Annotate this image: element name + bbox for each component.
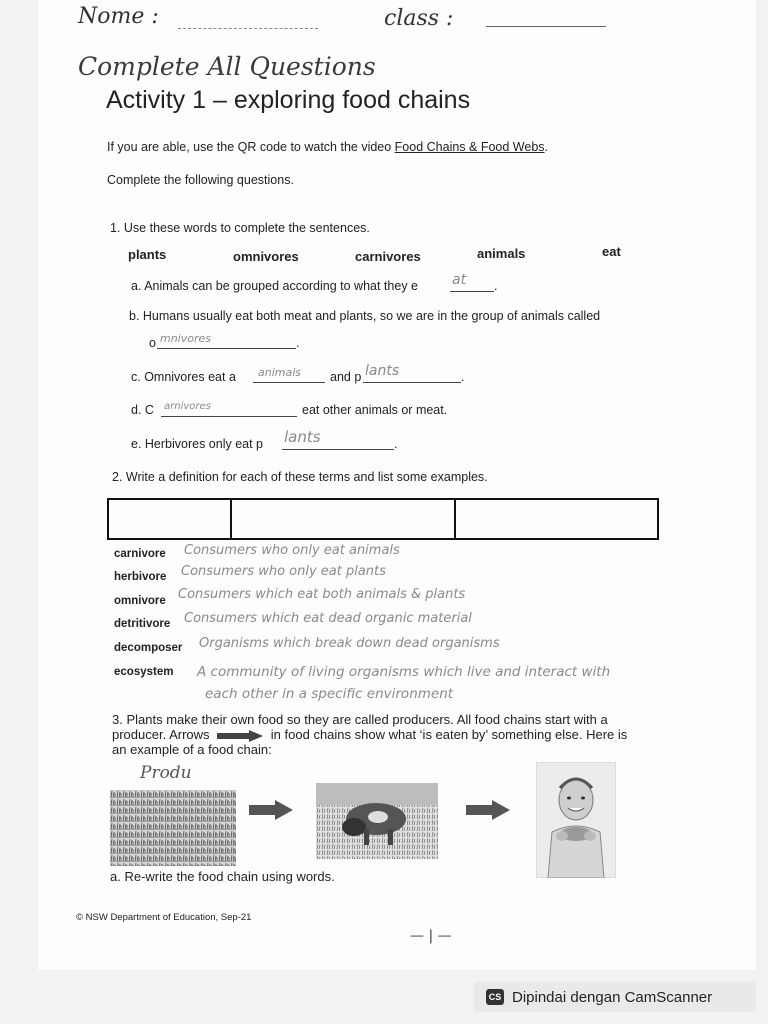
handwritten-producer-label: Produ	[140, 763, 192, 783]
intro-text: If you are able, use the QR code to watch the video	[107, 140, 395, 154]
q1c-answer-2: lants	[365, 363, 400, 379]
q1-prompt: 1. Use these words to complete the sentences.	[110, 221, 370, 235]
word-omnivores: omnivores	[233, 249, 299, 264]
def-ecosystem: A community of living organisms which live and interact with	[197, 664, 611, 680]
q3-line-2-post: in food chains show what ‘is eaten by’ something else. Here is	[270, 727, 628, 742]
q1b-answer: mnivores	[160, 332, 212, 345]
term-detritivore: detritivore	[114, 618, 171, 630]
camscanner-logo-icon: CS	[486, 989, 504, 1005]
q1b-prefix: o	[149, 336, 156, 350]
word-plants: plants	[128, 247, 167, 262]
copyright-footer: © NSW Department of Education, Sep-21	[76, 912, 252, 923]
word-animals: animals	[477, 246, 526, 261]
camscanner-text: Dipindai dengan CamScanner	[512, 988, 713, 1006]
q1a-blank	[450, 291, 494, 292]
class-blank	[486, 26, 606, 27]
q1d-answer: arnivores	[164, 401, 211, 412]
q3-line-2	[112, 727, 627, 742]
inline-arrow-icon	[217, 730, 263, 742]
q3-line-1: 3. Plants make their own food so they are called producers. All food chains start with a	[112, 712, 608, 727]
person-eating-photo	[536, 762, 616, 878]
def-herbivore: Consumers who only eat plants	[181, 564, 386, 579]
term-decomposer: decomposer	[114, 642, 183, 654]
q1c-text-2: and p	[330, 370, 362, 384]
term-carnivore: carnivore	[114, 548, 166, 560]
q1b-blank	[157, 348, 296, 349]
q1c-text-1: c. Omnivores eat a	[131, 370, 236, 384]
q1b-end: .	[296, 336, 300, 350]
page-number: — | —	[410, 928, 452, 944]
q1e-end: .	[394, 437, 398, 451]
term-ecosystem: ecosystem	[114, 666, 174, 678]
right-arrow-icon	[249, 800, 293, 825]
q2-prompt: 2. Write a definition for each of these terms and list some examples.	[112, 470, 488, 484]
word-eat: eat	[602, 244, 621, 259]
name-label: Nome :	[78, 4, 159, 29]
right-arrow-icon	[466, 800, 510, 825]
intro-period: .	[544, 140, 549, 154]
page-title: Activity 1 – exploring food chains	[106, 86, 471, 114]
q1d-blank	[161, 416, 297, 417]
q1e-text: e. Herbivores only eat p	[131, 437, 264, 451]
intro-line-1	[107, 140, 548, 154]
q3-line-2-pre: producer. Arrows	[112, 727, 210, 742]
handwritten-instruction: Complete All Questions	[78, 52, 376, 81]
q2-table-cell	[109, 500, 232, 538]
name-blank	[178, 28, 318, 29]
q2-answer-table	[107, 498, 659, 540]
class-label: class :	[384, 6, 454, 31]
intro-line-2: Complete the following questions.	[107, 173, 294, 187]
grass-photo	[110, 790, 236, 866]
q1d-text-2: eat other animals or meat.	[302, 403, 448, 417]
q1c-answer-1: animals	[258, 366, 302, 379]
q1b-text: b. Humans usually eat both meat and plants, so we are in the group of animals called	[129, 309, 601, 323]
q1a-text: a. Animals can be grouped according to what they e	[131, 279, 418, 293]
video-link[interactable]: Food Chains & Food Webs	[394, 140, 545, 154]
camscanner-watermark	[474, 982, 756, 1012]
q1e-answer: lants	[284, 428, 321, 446]
q1c-blank-2	[363, 382, 461, 383]
q2-table-cell	[232, 500, 456, 538]
word-carnivores: carnivores	[355, 249, 421, 264]
term-omnivore: omnivore	[114, 595, 166, 607]
def-ecosystem-line-2: each other in a specific environment	[205, 686, 454, 702]
q3a-prompt: a. Re-write the food chain using words.	[110, 869, 335, 884]
def-detritivore: Consumers which eat dead organic material	[184, 611, 472, 626]
q1d-text-1: d. C	[131, 403, 154, 417]
q2-table-cell	[456, 500, 657, 538]
q1a-answer: at	[452, 272, 467, 288]
def-decomposer: Organisms which break down dead organisms	[199, 636, 500, 651]
q1e-blank	[282, 449, 394, 450]
def-carnivore: Consumers who only eat animals	[184, 543, 400, 558]
def-omnivore: Consumers which eat both animals & plants	[178, 587, 466, 602]
cow-photo	[316, 783, 438, 859]
q3-line-3: an example of a food chain:	[112, 742, 272, 757]
q1c-blank-1	[253, 382, 325, 383]
term-herbivore: herbivore	[114, 571, 167, 583]
q1a-end: .	[494, 279, 498, 293]
q1c-end: .	[461, 370, 465, 384]
